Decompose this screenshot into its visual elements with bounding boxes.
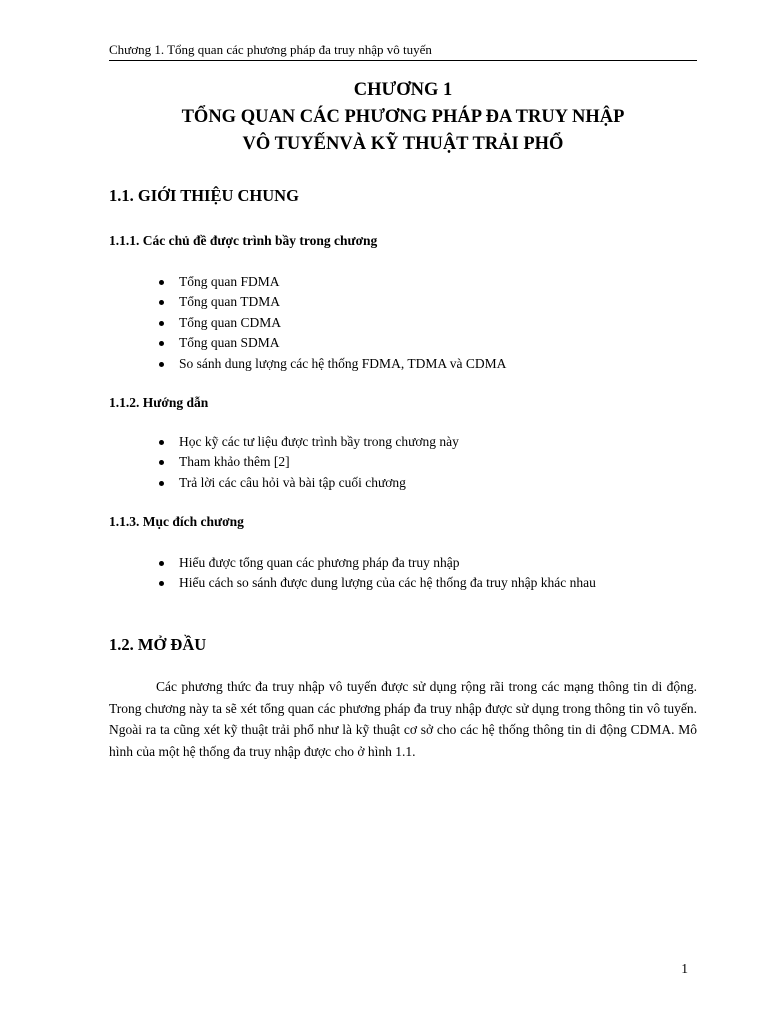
page-number: 1 — [681, 961, 688, 976]
section-heading-1-1: 1.1. GIỚI THIỆU CHUNG — [109, 186, 299, 205]
chapter-title-line-1: TỔNG QUAN CÁC PHƯƠNG PHÁP ĐA TRUY NHẬP — [181, 107, 625, 127]
subsection-heading-1-1-3: 1.1.3. Mục đích chương — [109, 514, 244, 529]
running-header: Chương 1. Tổng quan các phương pháp đa truy nhập vô tuyến — [109, 41, 697, 61]
list-item: Tổng quan CDMA — [158, 313, 506, 333]
topics-list — [158, 272, 506, 374]
list-item: Tổng quan TDMA — [158, 292, 506, 312]
list-item: Hiểu được tổng quan các phương pháp đa truy nhập — [158, 553, 596, 573]
subsection-heading-1-1-1: 1.1.1. Các chủ đề được trình bầy trong chương — [109, 233, 378, 248]
intro-paragraph: Các phương thức đa truy nhập vô tuyến được sử dụng rộng rãi trong các mạng thông tin di động. Trong chương này ta sẽ xét tổng quan các phương pháp đa truy nhập được sử dụng trong thông tin vô tuyến. Ngoài ra ta cũng xét kỹ thuật trải phổ như là kỹ thuật cơ sở cho các hệ thống thông tin di động CDMA. Mô hình của một hệ thống đa truy nhập được cho ở hình 1.1. — [109, 679, 697, 759]
subsection-heading-1-1-2: 1.1.2. Hướng dẫn — [109, 395, 209, 410]
list-item: Trả lời các câu hỏi và bài tập cuối chương — [158, 473, 459, 493]
list-item: Tổng quan FDMA — [158, 272, 506, 292]
chapter-number: CHƯƠNG 1 — [353, 80, 453, 100]
list-item: Tổng quan SDMA — [158, 333, 506, 353]
chapter-title-line-2: VÔ TUYẾNVÀ KỸ THUẬT TRẢI PHỔ — [242, 134, 564, 154]
list-item: Tham khảo thêm [2] — [158, 452, 459, 472]
list-item: So sánh dung lượng các hệ thống FDMA, TDMA và CDMA — [158, 354, 506, 374]
list-item: Học kỹ các tư liệu được trình bầy trong chương này — [158, 432, 459, 452]
guidance-list — [158, 432, 459, 493]
list-item: Hiểu cách so sánh được dung lượng của các hệ thống đa truy nhập khác nhau — [158, 573, 596, 593]
section-heading-1-2: 1.2. MỞ ĐẦU — [109, 635, 207, 654]
objectives-list — [158, 553, 596, 594]
